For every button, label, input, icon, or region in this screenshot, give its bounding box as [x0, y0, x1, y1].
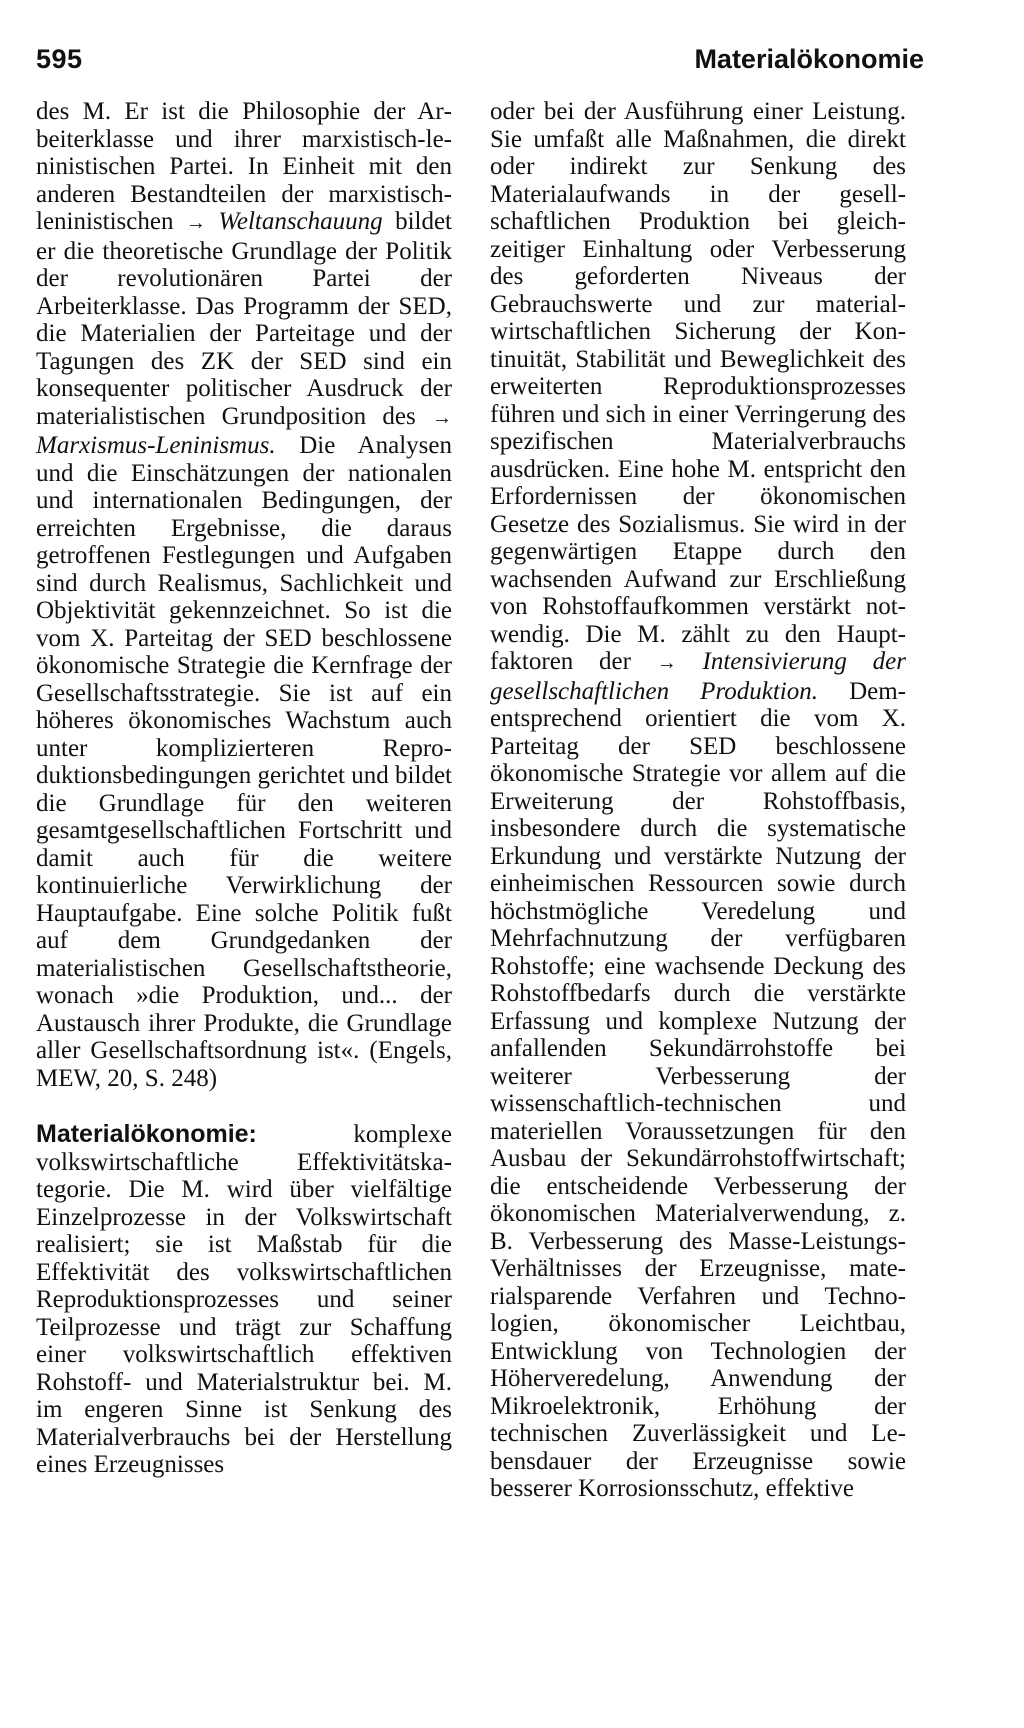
text-run: Die Analysen und die Einschätzungen der nationalen und internationalen Bedingungen, der erreichten Ergebnisse, die daraus getroffenen Festlegungen und Aufgaben sind durch Realismus, Sachlichkeit und Objektivität gekennzeichnet. So ist die vom X. Parteitag der SED beschlossene ökonomische Strategie die Kernfrage der Gesellschaftsstrategie. Sie ist auf ein höheres ökonomisches Wachstum auch unter komplizierteren Reproduktionsbedingungen gerichtet und bildet die Grundlage für den weiteren gesamtgesellschaftlichen Fortschritt und damit auch für die weitere kontinuierliche Verwirklichung der Hauptaufgabe. Eine solche Politik fußt auf dem Grundgedanken der materialistischen Gesellschaftstheorie, wonach »die Produktion, und... der Austausch ihrer Produkte, die Grundlage aller Gesellschaftsordnung ist«. (Engels, MEW, 20, S. 248) — [36, 432, 452, 1092]
entry-headword: Materialökonomie: — [36, 1120, 257, 1148]
running-head: Materialökonomie — [694, 44, 924, 74]
cross-reference-marxismus-leninismus[interactable]: Marxismus-Leninismus. — [36, 432, 276, 459]
cross-reference-arrow-icon: → — [432, 406, 452, 429]
cross-reference-arrow-icon: → — [185, 212, 206, 234]
paragraph-continuation — [36, 98, 452, 1092]
dictionary-entry — [36, 1121, 452, 1479]
page-number: 595 — [36, 44, 83, 74]
cross-reference-weltanschauung[interactable]: Weltanschauung — [218, 208, 383, 235]
entry-continuation — [490, 98, 906, 1503]
text-run: bildet er die theoretische Grundlage der Politik der revolutionären Partei der Arbeiterklasse. Das Programm der SED, die Materialien der Parteitage und der Tagungen des ZK der SED sind ein konsequenter politischer Ausdruck der materialistischen Grundposition des — [36, 208, 453, 430]
cross-reference-arrow-icon: → — [656, 652, 677, 674]
entry-definition: komplexe volkswirtschaftliche Effektivitätskategorie. Die M. wird über vielfältige Einzelprozesse in der Volkswirtschaft realisiert; sie ist Maßstab für die Effektivität des volkswirtschaftlichen Reproduktionsprozesses und seiner Teilprozesse und trägt zur Schaffung einer volkswirtschaftlich effektiven Rohstoff- und Materialstruktur bei. M. im engeren Sinne ist Senkung des Materialverbrauchs bei der Herstellung eines Erzeugnisses — [36, 1121, 452, 1478]
text-run: Dementsprechend orientiert die vom X. Parteitag der SED beschlossene ökonomische Strategie vor allem auf die Erweiterung der Rohstoffbasis, insbesondere durch die systematische Erkundung und verstärkte Nutzung der einheimischen Ressourcen sowie durch höchstmögliche Veredelung und Mehrfachnutzung der verfügbaren Rohstoffe; eine wachsende Deckung des Rohstoffbedarfs durch die verstärkte Erfassung und komplexe Nutzung der anfallenden Sekundärrohstoffe bei weiterer Verbesserung der wissenschaftlich-technischen und materiellen Voraussetzungen für den Ausbau der Sekundärrohstoffwirtschaft; die entscheidende Verbesserung der ökonomischen Materialverwendung, z. B. Verbesserung des Masse-Leistungs-Verhältnisses der Erzeugnisse, materialsparende Verfahren und Technologien, ökonomischer Leichtbau, Entwicklung von Technologien der Höherveredelung, Anwendung der Mikroelektronik, Erhöhung der technischen Zuverlässigkeit und Lebensdauer der Erzeugnisse sowie besserer Korrosionsschutz, effektive — [490, 677, 906, 1502]
cross-reference-intensivierung[interactable]: Intensivierung der gesellschaftlichen Produktion. — [490, 648, 906, 705]
text-run: des M. Er ist die Philosophie der Arbeiterklasse und ihrer marxistisch-leninistischen Partei. In Einheit mit den anderen Bestandteilen der marxistisch-leninistischen — [36, 98, 452, 235]
page-header — [36, 44, 924, 78]
text-run: oder bei der Ausführung einer Leistung. Sie umfaßt alle Maßnahmen, die direkt oder indirekt zur Senkung des Materialaufwands in der gesellschaftlichen Produktion bei gleichzeitiger Einhaltung oder Verbesserung des geforderten Niveaus der Gebrauchswerte und zur materialwirtschaftlichen Sicherung der Kontinuität, Stabilität und Beweglichkeit des erweiterten Reproduktionsprozesses führen und sich in einer Verringerung des spezifischen Materialverbrauchs ausdrücken. Eine hohe M. entspricht den Erfordernissen der ökonomischen Gesetze des Sozialismus. Sie wird in der gegenwärtigen Etappe durch den wachsenden Aufwand zur Erschließung von Rohstoffaufkommen verstärkt notwendig. Die M. zählt zu den Hauptfaktoren der — [490, 98, 906, 675]
right-column — [490, 98, 906, 1503]
left-column — [36, 98, 452, 1479]
